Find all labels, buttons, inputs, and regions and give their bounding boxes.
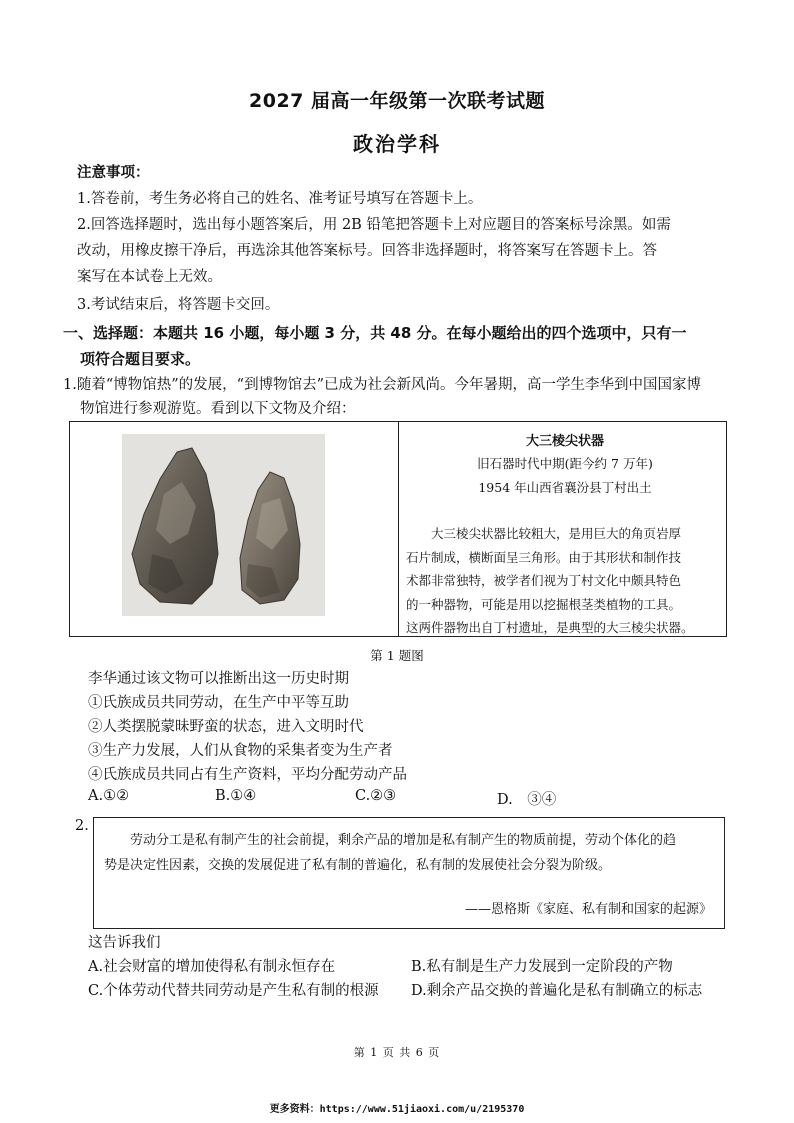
stone-tools-illustration: [122, 434, 325, 616]
artifact-description: [406, 422, 724, 636]
artifact-origin: 1954 年山西省襄汾县丁村出土: [478, 480, 652, 495]
q2-question: 这告诉我们: [88, 935, 161, 951]
q1-stem: 1.随着“博物馆热”的发展，“到博物馆去”已成为社会新风尚。今年暑期，高一学生李华到中国国家博: [63, 377, 701, 393]
q1-option-c[interactable]: C.②③: [355, 788, 397, 804]
q1-option-a[interactable]: A.①②: [88, 788, 130, 804]
artifact-name: 大三棱尖状器: [525, 434, 604, 449]
q1-stem-cont: 物馆进行参观游览。看到以下文物及介绍：: [80, 401, 356, 417]
q1-option-d[interactable]: D. ③④: [497, 792, 557, 808]
exam-title: 2027 届高一年级第一次联考试题: [249, 90, 545, 112]
stone-tools-photo: [122, 434, 325, 616]
artifact-text: [406, 522, 724, 640]
q1-statement: ④氏族成员共同占有生产资料，平均分配劳动产品: [88, 767, 407, 783]
figure-caption: 第 1 题图: [370, 648, 424, 663]
subject-title: 政治学科: [353, 132, 441, 156]
artifact-text-line: 石片制成，横断面呈三角形。由于其形状和制作技: [406, 549, 682, 565]
q2-number: 2.: [75, 818, 89, 834]
artifact-text-line: 的一种器物，可能是用以挖掘根茎类植物的工具。: [406, 596, 682, 612]
more-resources-link[interactable]: 更多资料：https://www.51jiaoxi.com/u/2195370: [269, 1104, 525, 1115]
q2-option-b[interactable]: B.私有制是生产力发展到一定阶段的产物: [411, 959, 673, 975]
quote-source: ——恩格斯《家庭、私有制和国家的起源》: [464, 902, 712, 917]
q1-statement: ③生产力发展，人们从食物的采集者变为生产者: [88, 743, 393, 759]
q2-option-a[interactable]: A.社会财富的增加使得私有制永恒存在: [88, 959, 336, 975]
figure-divider: [398, 422, 399, 636]
artifact-text-line: 术都非常独特，被学者们视为丁村文化中颇具特色: [406, 573, 682, 588]
section-heading-cont: 项符合题目要求。: [80, 350, 201, 368]
section-heading: 一、选择题：本题共 16 小题，每小题 3 分，共 48 分。在每小题给出的四个选项中，只有一: [63, 324, 687, 342]
q2-quote-text: [104, 828, 716, 878]
q1-statement: ②人类摆脱蒙昧野蛮的状态，进入文明时代: [88, 719, 364, 735]
q1-question: 李华通过该文物可以推断出这一历史时期: [88, 671, 349, 687]
quote-line: 势是决定性因素，交换的发展促进了私有制的普遍化，私有制的发展使社会分裂为阶级。: [104, 858, 612, 873]
artifact-period: 旧石器时代中期(距今约 7 万年): [477, 456, 653, 471]
notice-item: 改动，用橡皮擦干净后，再选涂其他答案标号。回答非选择题时，将答案写在答题卡上。答: [77, 243, 657, 259]
q1-statement: ①氏族成员共同劳动，在生产中平等互助: [88, 695, 349, 711]
q2-option-d[interactable]: D.剩余产品交换的普遍化是私有制确立的标志: [411, 983, 703, 999]
q1-figure: [69, 421, 727, 637]
artifact-text-line: 这两件器物出自丁村遗址，是典型的大三棱尖状器。: [406, 620, 694, 635]
notice-item: 2.回答选择题时，选出每小题答案后，用 2B 铅笔把答题卡上对应题目的答案标号涂黑。如需: [77, 217, 671, 233]
q2-option-c[interactable]: C.个体劳动代替共同劳动是产生私有制的根源: [88, 983, 379, 999]
notice-item: 1.答卷前，考生务必将自己的姓名、准考证号填写在答题卡上。: [77, 191, 483, 207]
q2-quote-box: [93, 817, 725, 929]
q1-option-b[interactable]: B.①④: [215, 788, 257, 804]
notice-item: 案写在本试卷上无效。: [77, 269, 222, 285]
notice-heading: 注意事项：: [77, 165, 150, 181]
notice-item: 3.考试结束后，将答题卡交回。: [77, 297, 280, 313]
artifact-text-line: 大三棱尖状器比较粗大，是用巨大的角页岩厚: [406, 526, 682, 541]
page-number: 第 1 页 共 6 页: [353, 1046, 441, 1059]
quote-line: 劳动分工是私有制产生的社会前提，剩余产品的增加是私有制产生的物质前提，劳动个体化的趋: [104, 833, 677, 848]
